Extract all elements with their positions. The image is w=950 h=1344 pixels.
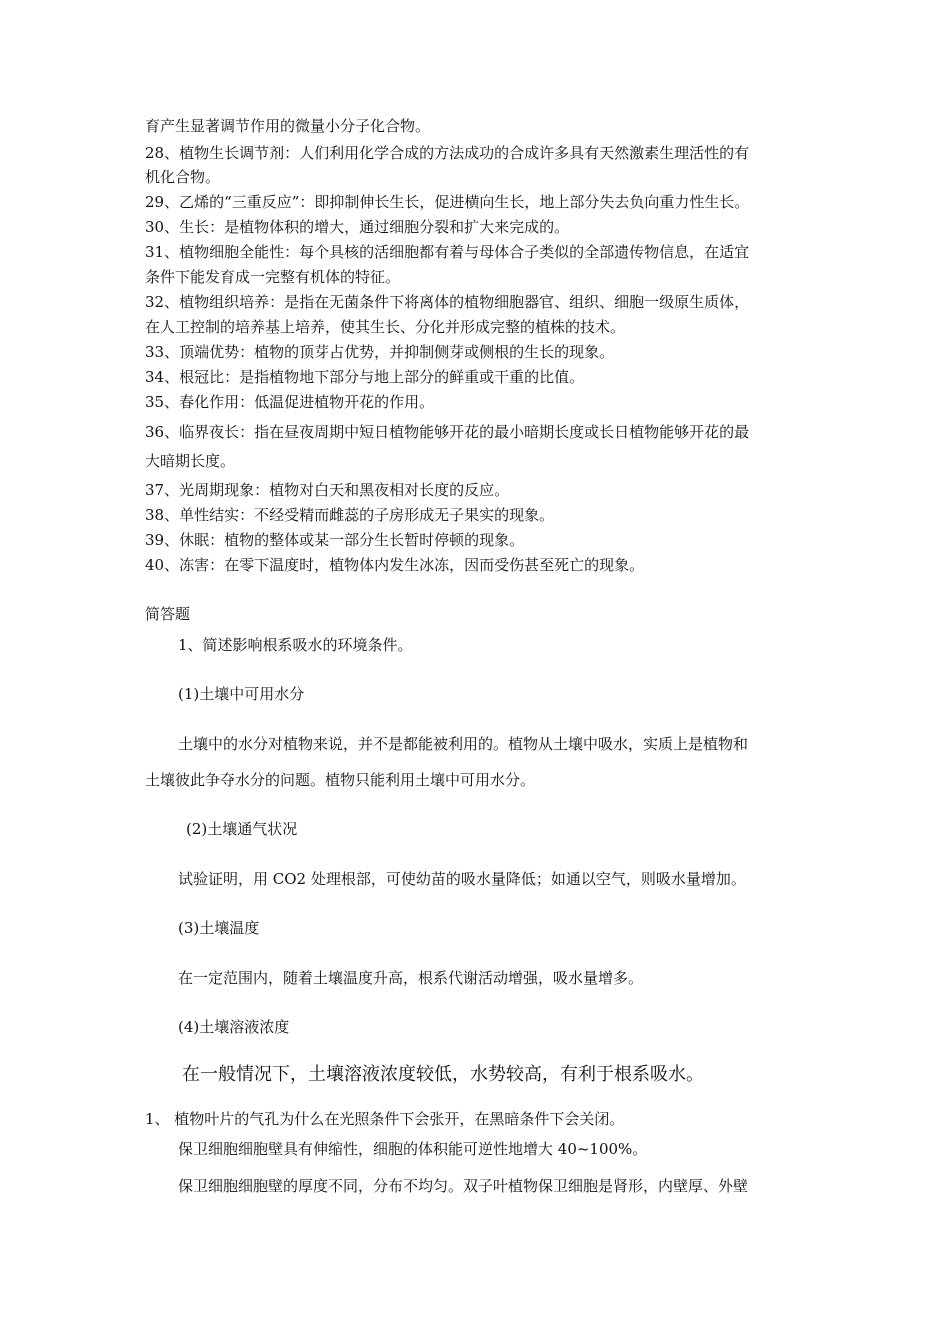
definition-line: 35、春化作用：低温促进植物开花的作用。: [145, 393, 435, 411]
definition-line: 条件下能发育成一完整有机体的特征。: [145, 268, 401, 286]
paragraph-line: 在一般情况下，土壤溶液浓度较低，水势较高，有利于根系吸水。: [182, 1064, 704, 1085]
subheading: (2)土壤通气状况: [186, 820, 298, 838]
section-title: 简答题: [145, 605, 191, 623]
definition-line: 育产生显著调节作用的微量小分子化合物。: [145, 117, 431, 135]
definition-line: 在人工控制的培养基上培养，使其生长、分化并形成完整的植株的技术。: [145, 318, 626, 336]
definition-line: 37、光周期现象：植物对白天和黑夜相对长度的反应。: [145, 481, 510, 499]
subheading: (1)土壤中可用水分: [178, 685, 305, 703]
definition-line: 29、乙烯的“三重反应”：即抑制伸长生长，促进横向生长，地上部分失去负向重力性生长。: [145, 193, 750, 211]
question-title: 1、简述影响根系吸水的环境条件。: [178, 636, 413, 654]
paragraph-line: 土壤彼此争夺水分的问题。植物只能利用土壤中可用水分。: [145, 771, 536, 789]
definition-line: 34、根冠比：是指植物地下部分与地上部分的鲜重或干重的比值。: [145, 368, 585, 386]
definition-line: 33、顶端优势：植物的顶芽占优势，并抑制侧芽或侧根的生长的现象。: [145, 343, 615, 361]
definition-line: 40、冻害：在零下温度时，植物体内发生冰冻，因而受伤甚至死亡的现象。: [145, 556, 645, 574]
paragraph-line: 试验证明，用 CO2 处理根部，可使幼苗的吸水量降低；如通以空气，则吸水量增加。: [178, 870, 746, 888]
definition-line: 机化合物。: [145, 168, 221, 186]
definition-line: 31、植物细胞全能性：每个具核的活细胞都有着与母体合子类似的全部遗传物信息，在适宜: [145, 243, 750, 261]
definition-line: 36、临界夜长：指在昼夜周期中短日植物能够开花的最小暗期长度或长日植物能够开花的最: [145, 423, 750, 441]
definition-line: 38、单性结实：不经受精而雌蕊的子房形成无子果实的现象。: [145, 506, 555, 524]
definition-line: 32、植物组织培养：是指在无菌条件下将离体的植物细胞器官、组织、细胞一级原生质体，: [145, 293, 750, 311]
definition-line: 大暗期长度。: [145, 452, 236, 470]
paragraph-line: 保卫细胞细胞壁的厚度不同，分布不均匀。双子叶植物保卫细胞是肾形，内壁厚、外壁: [178, 1177, 749, 1195]
subheading: (3)土壤温度: [178, 919, 260, 937]
definition-line: 39、休眠：植物的整体或某一部分生长暂时停顿的现象。: [145, 531, 525, 549]
paragraph-line: 保卫细胞细胞壁具有伸缩性，细胞的体积能可逆性地增大 40~100%。: [178, 1140, 648, 1158]
paragraph-line: 土壤中的水分对植物来说，并不是都能被利用的。植物从土壤中吸水，实质上是植物和: [178, 735, 749, 753]
definition-line: 30、生长：是植物体积的增大，通过细胞分裂和扩大来完成的。: [145, 218, 570, 236]
subheading: (4)土壤溶液浓度: [178, 1018, 290, 1036]
paragraph-line: 在一定范围内，随着土壤温度升高，根系代谢活动增强，吸水量增多。: [178, 969, 644, 987]
question-title: 1、 植物叶片的气孔为什么在光照条件下会张开，在黑暗条件下会关闭。: [145, 1110, 625, 1128]
definition-line: 28、植物生长调节剂：人们利用化学合成的方法成功的合成许多具有天然激素生理活性的有: [145, 144, 750, 162]
